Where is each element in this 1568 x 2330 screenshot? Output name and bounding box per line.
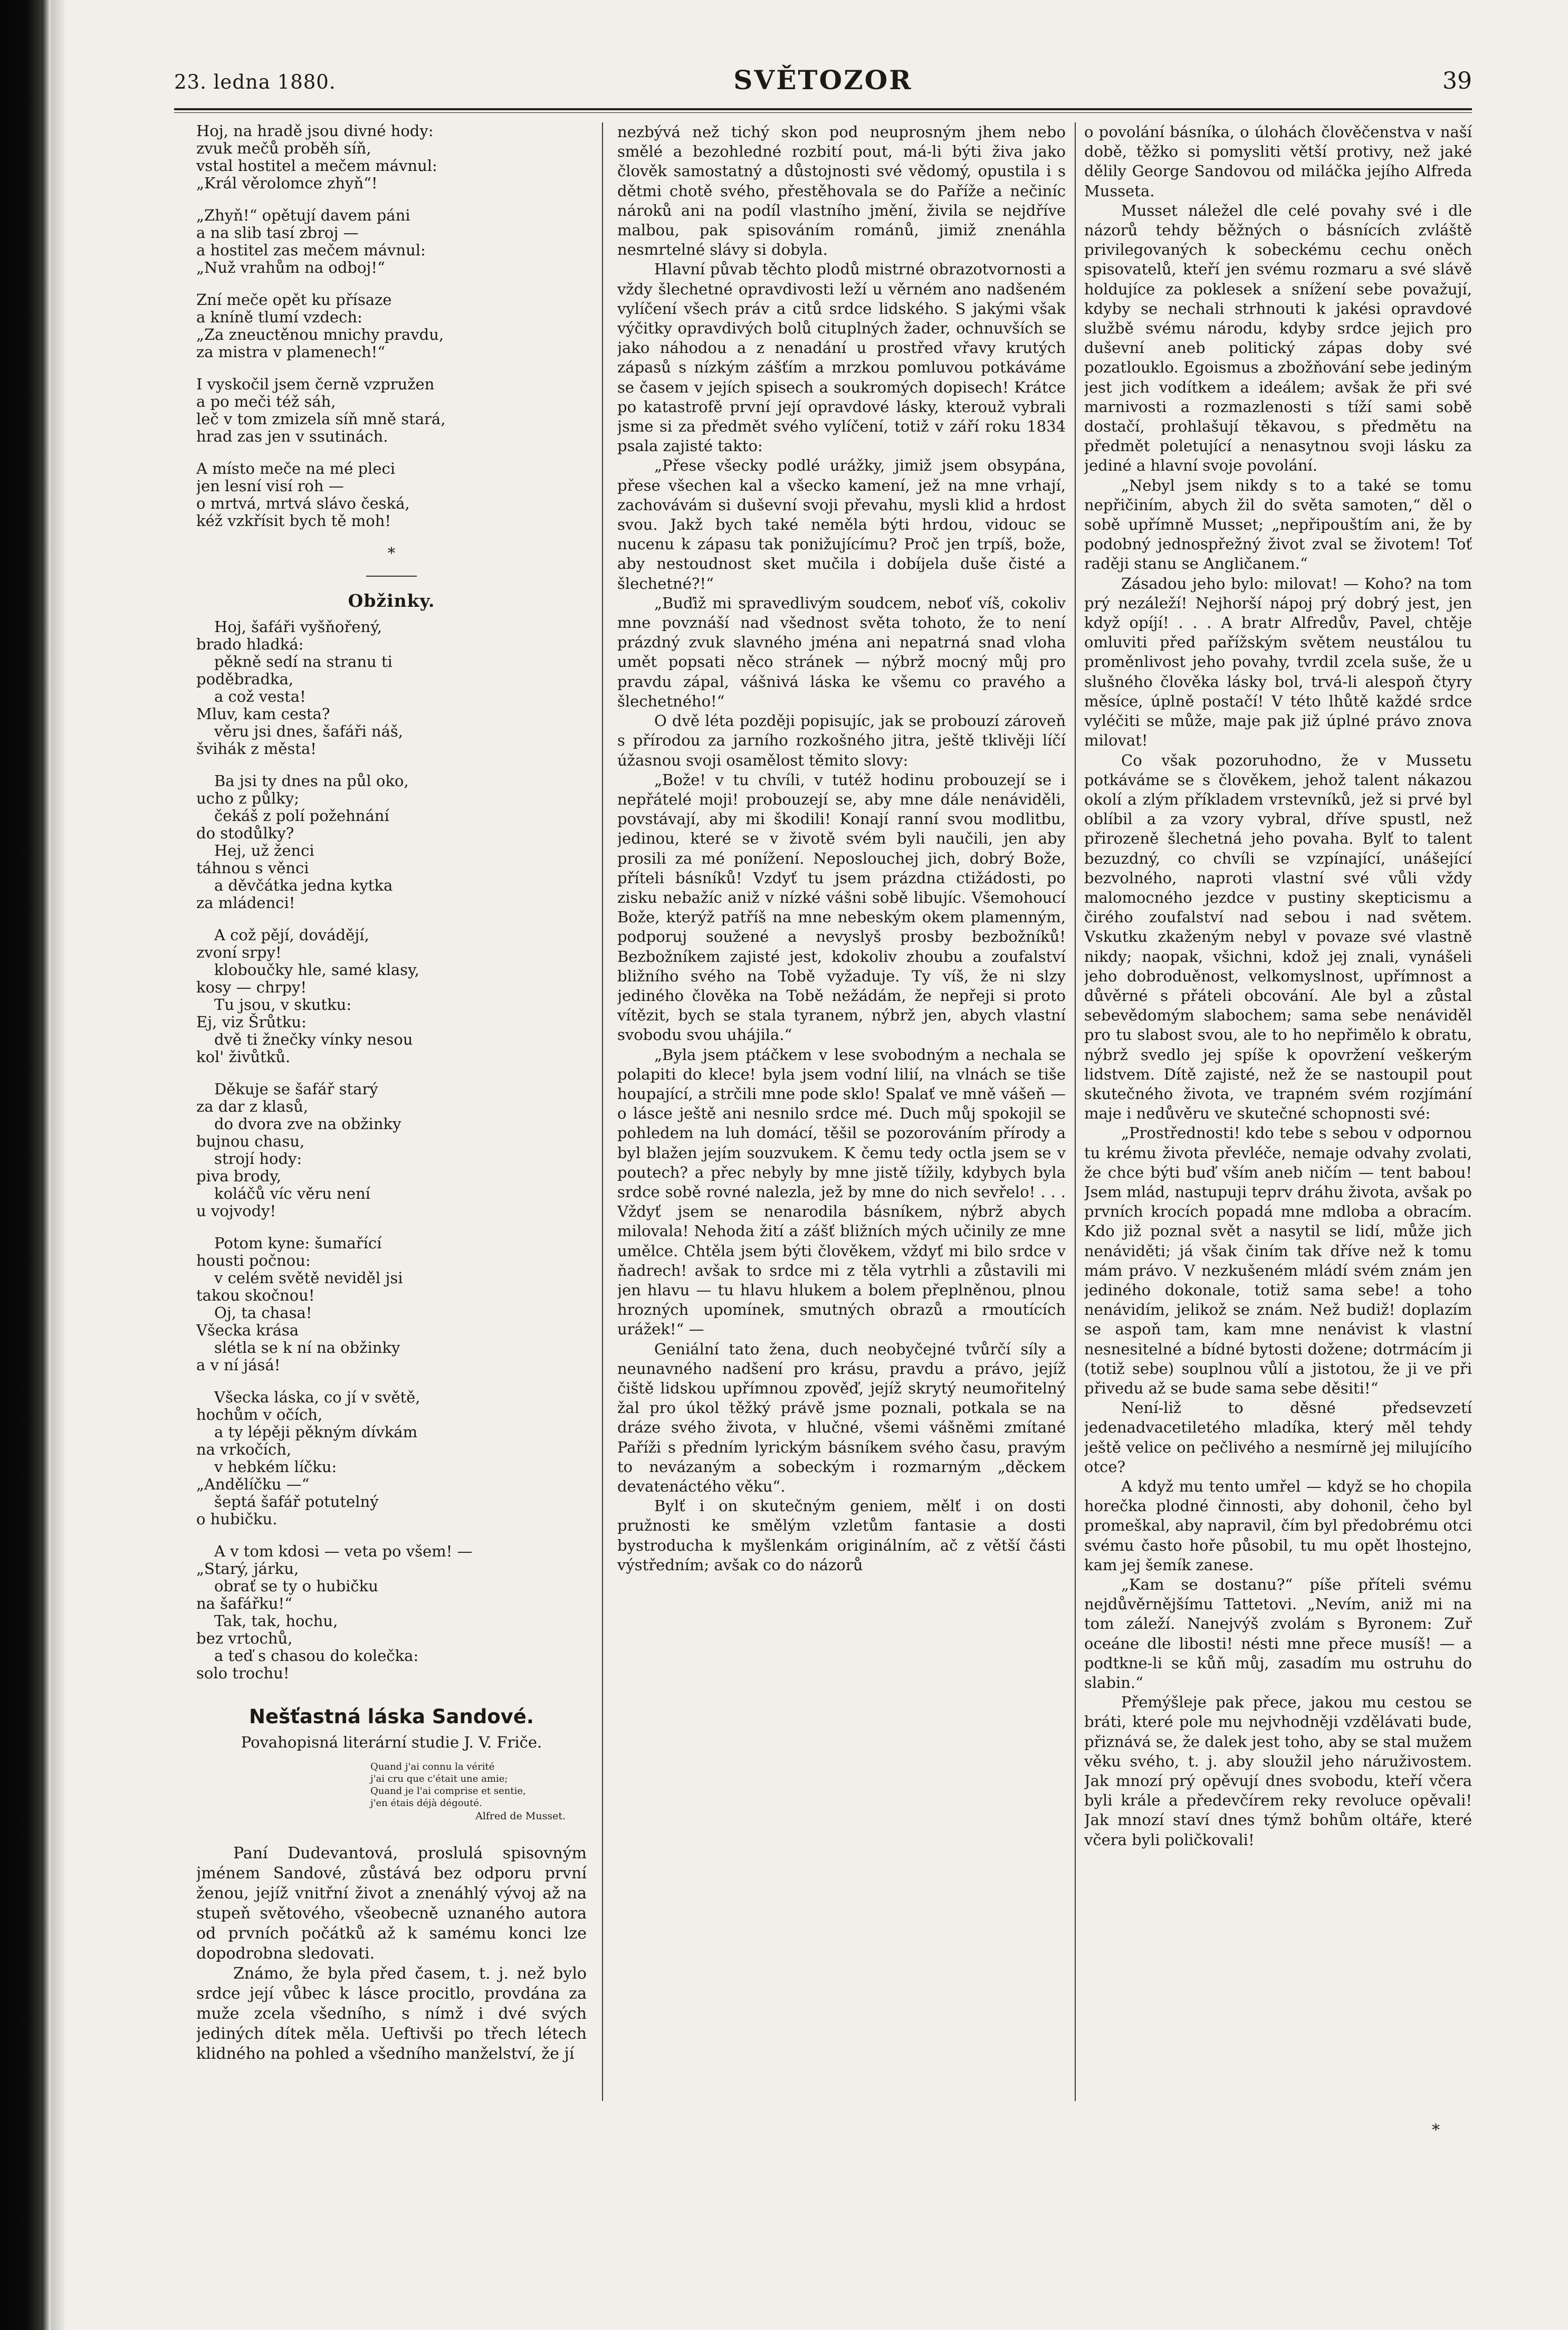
paragraph: A když mu tento umřel — když se ho chopila horečka plodné činnosti, aby dohonil, čeho byl promeškal, aby napravil, čím byl předobrému otci svému často hoře působil, tu mu opět lhostejno, kam jej šemík zanese. (1084, 1477, 1472, 1574)
article-title: Nešťastná láska Sandové. (249, 1705, 534, 1728)
column-divider-1 (602, 122, 603, 2101)
verse-line: na vrkočích, (196, 1440, 292, 1458)
paragraph: Zásadou jeho bylo: milovat! — Koho? na tom prý nezáleží! Nejhorší nápoj prý dobrý jest, jen když opíjí! . . . A bratr Alfredův, Pavel, chtěje omluviti před pařížským světem neustálou tu proměnlivost jeho povahy, tvrdil zcela suše, že u slušného člověka lásky bol, trvá-li alespoň čtyry měsíce, úplně postačí! V této lhůtě každé srdce vyléčiti se může, maje pak již úplné právo znova milovat! (1084, 574, 1472, 750)
verse-line: I vyskočil jsem černě vzpružen (196, 375, 435, 393)
verse-line: strojí hody: (214, 1150, 302, 1168)
verse-line: Zní meče opět ku přísaze (196, 291, 392, 309)
verse-line: vstal hostitel a mečem mávnul: (196, 157, 437, 175)
stanza (196, 772, 587, 912)
poem-obzinky (196, 618, 587, 1682)
journal-title: SVĚTOZOR (733, 64, 913, 96)
verse-line: ucho z půlky; (196, 789, 300, 807)
verse-line: Potom kyne: šumařící (214, 1234, 382, 1252)
verse-line: kéž vzkřísit bych tě moh! (196, 512, 391, 530)
verse-line: koláčů víc věru není (214, 1185, 370, 1202)
verse-line: a na slib tasí zbroj — (196, 224, 359, 242)
article-subtitle: Povahopisná literární studie J. V. Friče. (241, 1733, 542, 1751)
paragraph: Není-liž to děsné předsevzetí jedenadvacetiletého mladíka, který měl tehdy ještě velice on pečlivého a nesmírně jej milujícího otce? (1084, 1399, 1472, 1476)
column-2 (617, 122, 1066, 2106)
page-number: 39 (1442, 68, 1472, 94)
verse-line: solo trochu! (196, 1664, 290, 1682)
verse-line: leč v tom zmizela síň mně stará, (196, 410, 446, 428)
verse-line: a děvčátka jedna kytka (214, 876, 393, 894)
verse-line: Oj, ta chasa! (214, 1304, 312, 1322)
verse-line: „Král věrolomce zhyň“! (196, 174, 378, 192)
verse-line: a teď s chasou do kolečka: (214, 1647, 419, 1665)
verse-line: a což vesta! (214, 687, 306, 705)
paragraph: „Buďiž mi spravedlivým soudcem, neboť víš, cokoliv mne povznáší nad všednost světa tohoto, že to není prázdný zvuk slavného jména ani nepatrná snad vloha umět popsati něco stránek — nýbrž mocný můj pro pravdu zápal, vášnivá láska ke všemu co pravého a šlechetného!“ (617, 594, 1066, 710)
verse-line: „Za zneuctěnou mnichy pravdu, (196, 326, 444, 343)
verse-line: poděbradka, (196, 670, 294, 688)
verse-line: zvuk mečů proběh síň, (196, 139, 371, 157)
verse-line: dvě ti žnečky vínky nesou (214, 1030, 413, 1048)
verse-line: hochům v očích, (196, 1406, 323, 1424)
stanza (196, 207, 587, 276)
verse-line: hrad zas jen v ssutinách. (196, 427, 388, 445)
verse-line: kol' živůtků. (196, 1048, 291, 1066)
verse-line: „Zhyň!“ opětují davem páni (196, 206, 410, 224)
stanza (196, 1389, 587, 1528)
verse-line: čekáš z polí požehnání (214, 807, 389, 825)
verse-line: věru jsi dnes, šafáři náš, (214, 722, 404, 740)
poem-hrad (196, 122, 587, 530)
verse-line: Děkuje se šafář starý (214, 1080, 378, 1098)
stanza (196, 1543, 587, 1682)
verse-line: v hebkém líčku: (214, 1458, 337, 1476)
paragraph: Paní Dudevantová, proslulá spisovným jménem Sandové, zůstává bez odporu první ženou, jejíž vnitřní život a znenáhlý vývoj až na stupeň světového, všeobecně uznaného autora od prvních počátků až k samému konci lze dopodrobna sledovati. (196, 1844, 587, 1963)
verse-line: za dar z klasů, (196, 1097, 309, 1115)
paragraph: Známo, že byla před časem, t. j. než bylo srdce její vůbec k lásce procitlo, provdána za muže zcela všedního, s nímž i dvé svých jediných dítek měla. Ueftivši po třech létech klidného na pohled a všedního manželství, že jí (196, 1964, 587, 2063)
article-text-col1 (196, 1844, 587, 2064)
verse-line: bez vrtochů, (196, 1629, 293, 1647)
verse-line: Hej, už ženci (214, 842, 314, 860)
verse-line: Hoj, šafáři vyšňořený, (214, 618, 382, 636)
verse-line: „Starý, járku, (196, 1560, 299, 1578)
verse-line: zvoní srpy! (196, 943, 282, 961)
verse-line: švihák z města! (196, 740, 317, 758)
verse-line: Všecka krása (196, 1321, 299, 1339)
stanza (196, 376, 587, 445)
verse-line: Tu jsou, v skutku: (214, 996, 352, 1014)
verse-line: na šafářku!“ (196, 1594, 292, 1612)
verse-line: housti počnou: (196, 1252, 311, 1269)
epigraph-author: Alfred de Musset. (475, 1810, 566, 1822)
verse-line: kosy — chrpy! (196, 978, 307, 996)
verse-line: Tak, tak, hochu, (214, 1612, 338, 1630)
verse-line: „Nuž vrahům na odboj!“ (196, 259, 385, 276)
verse-line: a kníně tlumí vzdech: (196, 308, 362, 326)
verse-line: Ej, viz Šrůtku: (196, 1013, 307, 1031)
verse-line: Mluv, kam cesta? (196, 705, 330, 723)
verse-line: A v tom kdosi — veta po všem! — (214, 1542, 473, 1560)
verse-line: pěkně sedí na stranu ti (214, 653, 393, 671)
verse-line: a hostitel zas mečem mávnul: (196, 241, 426, 259)
stanza (196, 460, 587, 530)
poem-separator: * (196, 545, 587, 577)
epigraph: Quand j'ai connu la vérité j'ai cru que c'était une amie; Quand je l'ai comprise et sentie, j'en étais déjà dégouté. Alfred de Musset. (370, 1761, 587, 1822)
paragraph: Hlavní půvab těchto plodů mistrné obrazotvornosti a vždy šlechetné opravdivosti leží u věrném ano nadšeném vylíčení všech práv a citů srdce lidského. S jakými však výčitky opravdivých bolů cituplných žader, ochnuvších se jako náhodou a z nenadání u prostřed vřavy krutých zápasů s nízkým zášťím a mrzkou pomluvou potkáváme se časem v jejích spisech a soukromých dopisech! Krátce po katastrofě první její opravdové lásky, kterouž vybrali jsme si za předmět svého vylíčení, totiž v září roku 1834 psala zajisté takto: (617, 260, 1066, 455)
verse-line: a po meči též sáh, (196, 393, 336, 410)
page-header (174, 63, 1472, 106)
stanza (196, 122, 587, 192)
verse-line: za mistra v plamenech!“ (196, 343, 386, 361)
verse-line: jen lesní visí roh — (196, 477, 344, 495)
verse-line: Ba jsi ty dnes na půl oko, (214, 772, 409, 790)
column-divider-2 (1075, 122, 1076, 2101)
verse-line: šeptá šafář potutelný (214, 1493, 379, 1511)
verse-line: A což pějí, dovádějí, (214, 926, 369, 944)
verse-line: o hubičku. (196, 1510, 278, 1528)
verse-line: brado hladká: (196, 635, 304, 653)
verse-line: kloboučky hle, samé klasy, (214, 961, 419, 979)
stanza (196, 291, 587, 361)
verse-line: a ty lépěji pěkným dívkám (214, 1423, 418, 1441)
paragraph: nezbývá než tichý skon pod neuprosným jhem nebo smělé a bezohledné rozbití pout, má-li býti živa jako člověk samostatný a důstojnosti své vědomý, opustila i s dětmi chotě svého, přestěhovala se do Paříže a nečiníc nároků ani na podíl vlastního jmění, živila se nejdříve malbou, pak spisováním románů, jimiž znenáhla nesmrtelné slávy si dobyla. (617, 123, 1066, 259)
paragraph: o povolání básníka, o úlohách člověčenstva v naší době, těžko si pomysliti větší protivy, než jaké dělily George Sandovou od miláčka jejího Alfreda Musseta. (1084, 123, 1472, 200)
header-rule-thick (174, 108, 1472, 110)
verse-line: a v ní jásá! (196, 1356, 281, 1374)
paragraph: „Prostřednosti! kdo tebe s sebou v odpornou tu krému života převléče, nemaje odvahy zvolati, že chce býti buď vším aneb ničím — tent babou! Jsem mlád, nastupuji teprv dráhu života, avšak po prvních krocích popadá mne mdloba a obracím. Kdo již poznal svět a nasytil se lidí, může jich nenáviděti; já však činím tak dříve než k tomu mám právo. V nezkušeném mládí svém znám jen jediného dokonale, totiž sama sebe! a toho nenávidím, jelikož se znám. Než budiž! doplazím se aspoň tam, kam mne nenávist k vlastní nesnesitelné a bídné bytosti dožene; dotrmácím ji (totiž sebe) souplnou vůlí a jistotou, že ji ve při přivedu až se bude sama sebe děsiti!“ (1084, 1124, 1472, 1397)
verse-line: „Andělíčku —“ (196, 1475, 310, 1493)
paragraph: Přemýšleje pak přece, jakou mu cestou se bráti, které pole mu nejvhodněji vzdělávati bude, přiznává se, že dalek jest toho, aby se stal mužem věku svého, t. j. aby sloužil jeho náruživostem. Jak mnozí prý opěvují dnes svobodu, kteří včera byli krále a předevčírem reky revoluce opěvali! Jak mnozí staví dnes týmž bohům oltáře, které včera byli poličkovali! (1084, 1693, 1472, 1849)
paragraph: Musset náležel dle celé povahy své i dle názorů tehdy běžných o básnících zvláště privilegovaných k sobeckému cechu oněch spisovatelů, kteří jen svému rozmaru a své slávě holdujíce za poklesek a snížení sebe považují, kdyby se nechali strhnouti k jakési opravdové službě svému národu, kdyby srdce jejich pro duševní aneb politický zápas doby své pozatlouklo. Egoismus a zbožňování sebe jediným jest jich vodítkem a ideálem; avšak že při své marnivosti a rozmazlenosti s tíží sami sobě dostačí, prohlašují těkavou, s předmětu na předmět poletující a nenasytnou svoji lásku za jediné a hlavní svoje povolání. (1084, 201, 1472, 475)
end-mark: * (1432, 2121, 1440, 2140)
scan-edge-shadow (51, 0, 66, 2330)
verse-line: za mládenci! (196, 894, 295, 912)
verse-line: v celém světě neviděl jsi (214, 1269, 403, 1287)
stanza (196, 618, 587, 758)
verse-line: piva brody, (196, 1167, 281, 1185)
verse-line: do stodůlky? (196, 824, 294, 842)
poem-obzinky-title: Obžinky. (348, 590, 435, 611)
verse-line: bujnou chasu, (196, 1132, 305, 1150)
verse-line: o mrtvá, mrtvá slávo česká, (196, 494, 410, 512)
header-rule-thin (174, 112, 1472, 113)
stanza (196, 927, 587, 1066)
verse-line: Všecka láska, co jí v světě, (214, 1388, 420, 1406)
paragraph: Geniální tato žena, duch neobyčejné tvůrčí síly a neunavného nadšení pro krásu, pravdu a právo, jejíž čiště lidskou upřímnou zpověď, jejíž skrytý neumořitelný žal pro úkol těžký právě jsme poznali, potkala se na dráze svého života, v hlučné, všemi vášněmi zmítané Paříži s předním lyrickým básníkem svého času, pravým to nevázaným a sobeckým i rozmarným „děckem devatenáctého věku“. (617, 1340, 1066, 1496)
paragraph: Co však pozoruhodno, že v Mussetu potkáváme se s člověkem, jehož talent nákazou okolí a zlým příkladem vrstevníků, jež si prvé byl oblíbil a za vzory vybral, dříve spustl, než přirozeně šlechetná jeho povaha. Bylť to talent bezuzdný, co chvíli se vzpínající, unášející bezvolného, naproti vlastní své vůli vždy malomocného jezdce v pustiny skepticismu a čirého zoufalství nad sebou i nad světem. Vskutku zkaženým nebyl v povaze své vlastně nikdy; naopak, všichni, kdož jej znali, vynášeli jeho dobroduěnost, velkomyslnost, upřímnost a důvěrné s přáteli obcování. Ale byl a zůstal sebevědomým slabochem; sama sebe nenáviděl pro tu slabost svou, ale to ho nepřimělo k obratu, nýbrž svedlo jej spíše k opovržení veškerým lidstvem. Dítě zajisté, než že se nastoupil pout skutečného života, ve trapném svém rozjímání maje i nedůvěru ve skutečné schopnosti své: (1084, 751, 1472, 1123)
verse-line: u vojvody! (196, 1202, 276, 1220)
verse-line: do dvora zve na obžinky (214, 1115, 401, 1133)
verse-line: takou skočnou! (196, 1286, 315, 1304)
paragraph: Bylť i on skutečným geniem, mělť i on dosti pružnosti ke smělým vzletům fantasie a dosti bystroducha k myšlenkám originálním, ač z větší části výstředním; avšak co do názorů (617, 1497, 1066, 1574)
column-3 (1084, 122, 1472, 2112)
verse-line: obrať se ty o hubičku (214, 1577, 378, 1595)
stanza (196, 1235, 587, 1374)
verse-line: táhnou s věnci (196, 859, 309, 877)
verse-line: Hoj, na hradě jsou divné hody: (196, 122, 434, 140)
paragraph: „Nebyl jsem nikdy s to a také se tomu nepřičiním, abych žil do světa samoten,“ děl o sobě upřímně Musset; „nepřipouštím ani, že by podobný jednospřežný život zval se životem! Toť raději stanu se Angličanem.“ (1084, 476, 1472, 573)
paragraph: „Byla jsem ptáčkem v lese svobodným a nechala se polapiti do klece! byla jsem vodní lilií, na vlnách se tiše houpající, a strčili mne pode sklo! Spalať ve mně vášeň — o lásce ještě ani nesnilo srdce mé. Duch můj spokojil se pohledem na luh domácí, těšil se pozorováním přírody a byl blažen jejím souzvukem. K čemu tedy octla jsem se v poutech? a přec nebyly by mne jistě tížily, kdybych byla srdce sobě rovné nalezla, jež by mne do nich sevřelo! . . . Vždyť jsem se nenarodila básníkem, nýbrž abych milovala! Nehoda žití a zášť bližních mých učinily ze mne umělce. Chtěla jsem býti člověkem, vždyť mi bilo srdce v ňadrech! avšak to srdce mi z těla vytrhli a zůstavili mi jen hlavu — tu hlavu hlukem a bolem přeplněnou, plnou hrozných upomínek, smutných obrazů a rmoutících urážek!“ — (617, 1045, 1066, 1339)
verse-line: slétla se k ní na obžinky (214, 1339, 400, 1357)
paragraph: O dvě léta později popisujíc, jak se probouzí zároveň s přírodou za jarního rozkošného jitra, ještě tklivěji líčí úžasnou svoji osamělost těmito slovy: (617, 712, 1066, 769)
paragraph: „Bože! v tu chvíli, v tutéž hodinu probouzejí se i nepřátelé moji! probouzejí se, aby mne dále nenáviděli, povstávají, aby mi škodili! Konají ranní svou modlitbu, jedinou, které se v životě svém byli naučili, jen aby prosili za mé ponížení. Neposlouchej jich, dobrý Bože, příteli básníků! Vzdyť tu jsem prázdna ctižádosti, po zisku nebažíc aniž v nízké vášni sobě libujíc. Všemohoucí Bože, kterýž patříš na mne nebeským okem plamenným, podporuj soužené a nevyslyš prosby bezbožníků! Bezbožníkem zajisté jest, kdokoliv zhoubu a zoufalství bližního svého na Tobě vyžaduje. Ty víš, že ni slzy jediného člověka na Tobě nežádám, že nepřeji si proto vítězit, bych se stala tyranem, nýbrž jen, abych vlastní svobodu svou uhájila.“ (617, 770, 1066, 1044)
paragraph: „Přese všecky podlé urážky, jimiž jsem obsypána, přese všechen kal a všecko kamení, jež na mne vrhají, zachovávám si duševní svoji převahu, mysli klid a hrdost svou. Jakž bych také neměla býti hrdou, vidouc se nucenu k zápasu tak ponižujícímu? Proč jen trpíš, bože, aby nestoudnost sket mučila i dobíjela duše čisté a šlechetné?!“ (617, 456, 1066, 593)
verse-line: A místo meče na mé pleci (196, 460, 396, 478)
paragraph: „Kam se dostanu?“ píše příteli svému nejdůvěrnějšímu Tattetovi. „Nevím, aniž mi na tom záleží. Nanejvýš zvolám s Byronem: Zuř oceáne dle libosti! nésti mne přece musíš! — a podtkne-li se kůň můj, zasadím mu ostruhu do slabin.“ (1084, 1575, 1472, 1692)
stanza (196, 1081, 587, 1220)
column-1 (196, 122, 587, 2275)
issue-date: 23. ledna 1880. (174, 71, 336, 93)
scan-page-edge (0, 0, 51, 2330)
